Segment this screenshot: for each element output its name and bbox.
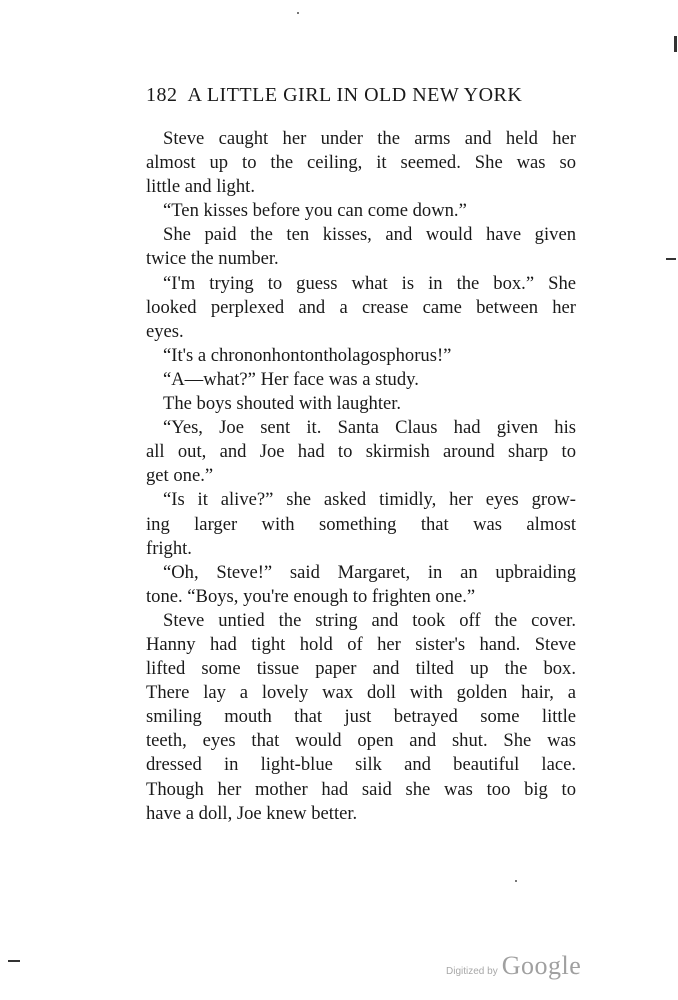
- digitized-label: Digitized by: [446, 966, 498, 977]
- scan-mark: [666, 258, 676, 260]
- page-number: 182: [146, 84, 178, 106]
- text-line: fright.: [146, 537, 192, 559]
- text-line: eyes.: [146, 320, 184, 342]
- running-head: [146, 84, 546, 107]
- text-line: Hanny had tight hold of her sister's hand. Steve: [146, 633, 576, 655]
- google-logo: Google: [501, 951, 582, 980]
- text-line: almost up to the ceiling, it seemed. She was so: [146, 152, 576, 174]
- text-line: all out, and Joe had to skirmish around sharp to: [146, 441, 576, 463]
- text-line: Steve caught her under the arms and held her: [163, 128, 576, 149]
- text-line: “Yes, Joe sent it. Santa Claus had given his: [163, 417, 576, 439]
- text-line: Steve untied the string and took off the cover.: [163, 609, 576, 631]
- page-body: [146, 127, 576, 826]
- text-line: “Ten kisses before you can come down.”: [163, 200, 467, 222]
- text-line: get one.”: [146, 465, 214, 487]
- text-line: smiling mouth that just betrayed some little: [146, 706, 576, 728]
- text-line: twice the number.: [146, 248, 279, 270]
- running-title: A LITTLE GIRL IN OLD NEW YORK: [187, 84, 523, 106]
- digitized-watermark: [446, 951, 581, 981]
- scan-mark: [674, 36, 677, 52]
- text-line: “It's a chrononhontontholagosphorus!”: [163, 344, 452, 366]
- text-line: have a doll, Joe knew better.: [146, 802, 358, 824]
- text-line: “A—what?” Her face was a study.: [163, 368, 419, 390]
- text-line: Though her mother had said she was too big to: [146, 778, 576, 800]
- scan-mark: [297, 12, 299, 14]
- text-line: There lay a lovely wax doll with golden hair, a: [146, 682, 576, 704]
- text-line: The boys shouted with laughter.: [163, 393, 402, 415]
- text-line: dressed in light-blue silk and beautiful lace.: [146, 754, 576, 776]
- text-line: teeth, eyes that would open and shut. She was: [146, 730, 576, 752]
- scan-mark: [515, 880, 517, 882]
- text-line: “I'm trying to guess what is in the box.” She: [163, 272, 576, 294]
- text-line: “Oh, Steve!” said Margaret, in an upbraiding: [163, 561, 576, 583]
- text-line: little and light.: [146, 176, 255, 198]
- text-line: lifted some tissue paper and tilted up the box.: [146, 658, 576, 680]
- text-line: ing larger with something that was almost: [146, 513, 576, 535]
- scan-mark: [8, 960, 20, 962]
- text-line: tone. “Boys, you're enough to frighten one.”: [146, 585, 476, 607]
- text-line: She paid the ten kisses, and would have given: [163, 224, 576, 246]
- text-line: looked perplexed and a crease came between her: [146, 296, 576, 318]
- text-line: “Is it alive?” she asked timidly, her eyes grow-: [163, 489, 576, 511]
